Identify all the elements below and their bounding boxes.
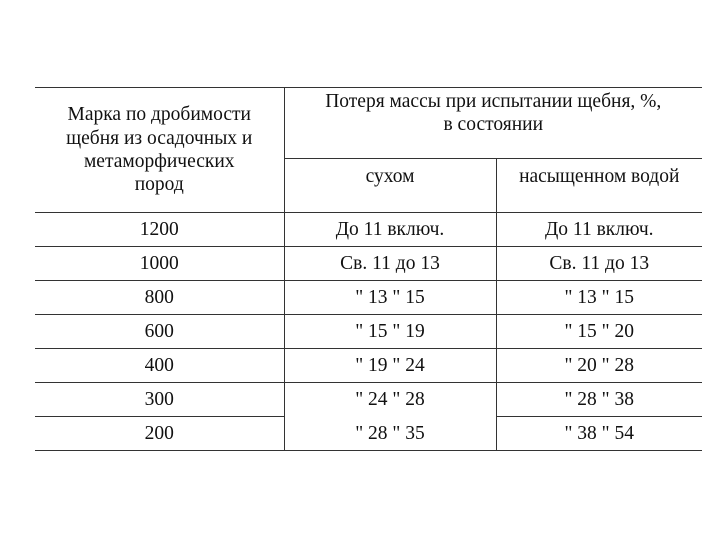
header-mass-loss	[284, 88, 702, 159]
wet-cell: " 13 " 15	[496, 281, 702, 315]
wet-cell: Св. 11 до 13	[496, 247, 702, 281]
table-row	[35, 417, 702, 451]
table-row	[35, 315, 702, 349]
header-grade-line: щебня из осадочных и	[66, 127, 253, 149]
grade-cell: 400	[35, 349, 284, 383]
header-grade	[35, 88, 284, 213]
dry-cell: " 13 " 15	[284, 281, 496, 315]
dry-cell: " 28 " 35	[284, 417, 496, 451]
dry-cell: До 11 включ.	[284, 213, 496, 247]
dry-cell: Св. 11 до 13	[284, 247, 496, 281]
table-row	[35, 213, 702, 247]
grade-cell: 1000	[35, 247, 284, 281]
dry-cell: " 15 " 19	[284, 315, 496, 349]
wet-cell: " 38 " 54	[496, 417, 702, 451]
dry-cell: " 24 " 28	[284, 383, 496, 417]
header-grade-line: пород	[134, 174, 184, 196]
header-grade-line: метаморфических	[83, 151, 235, 172]
dry-cell: " 19 " 24	[284, 349, 496, 383]
header-water-saturated: насыщенном водой	[519, 166, 680, 187]
wet-cell: " 28 " 38	[496, 383, 702, 417]
table-row	[35, 281, 702, 315]
header-loss-line: в состоянии	[443, 114, 544, 136]
grade-cell: 600	[35, 315, 284, 349]
header-row	[35, 88, 702, 159]
grade-cell: 200	[35, 417, 284, 451]
grade-cell: 800	[35, 281, 284, 315]
wet-cell: До 11 включ.	[496, 213, 702, 247]
table-row	[35, 349, 702, 383]
header-loss-line: Потеря массы при испытании щебня, %,	[325, 91, 662, 112]
header-grade-line: Марка по дробимости	[67, 104, 251, 126]
crushability-table	[35, 87, 702, 451]
table-row	[35, 247, 702, 281]
grade-cell: 1200	[35, 213, 284, 247]
table-row	[35, 383, 702, 417]
header-dry: сухом	[284, 159, 496, 213]
wet-cell: " 15 " 20	[496, 315, 702, 349]
grade-cell: 300	[35, 383, 284, 417]
wet-cell: " 20 " 28	[496, 349, 702, 383]
